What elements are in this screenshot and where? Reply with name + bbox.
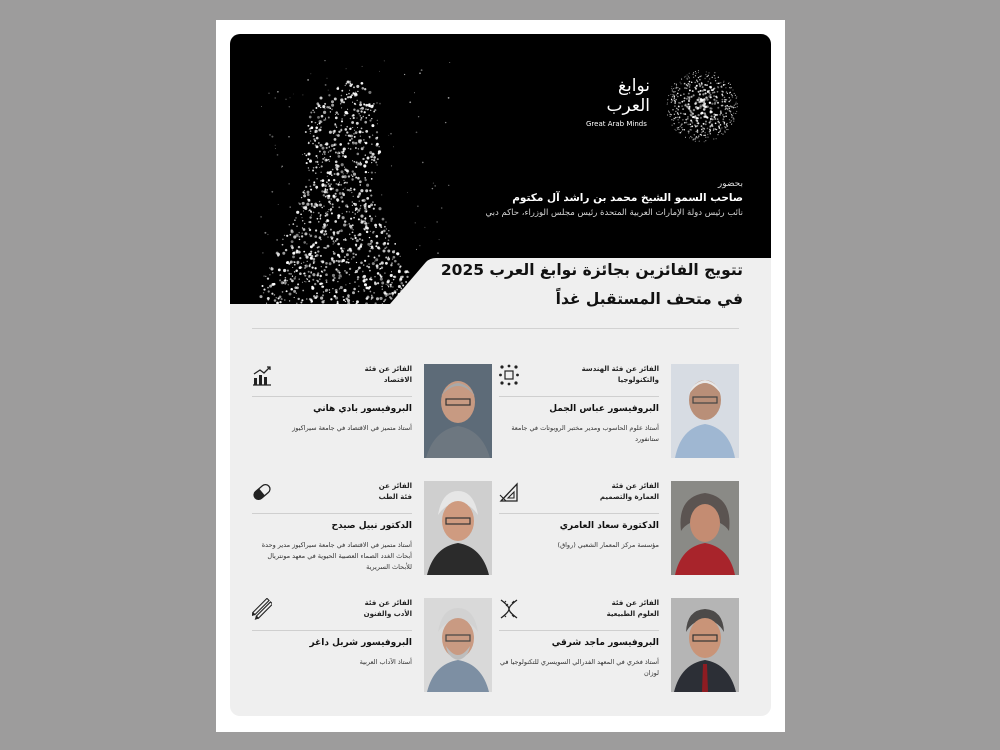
winner-info xyxy=(252,364,412,460)
winner-rule xyxy=(499,630,659,631)
winner-category-line2: العلوم الطبيعية xyxy=(606,610,659,618)
pill-icon xyxy=(252,481,272,503)
winner-description: أستاذ الآداب العربية xyxy=(359,658,412,666)
winner-rule xyxy=(252,513,412,514)
headline-line2: في متحف المستقبل غداً xyxy=(555,290,743,308)
set-square-icon xyxy=(499,481,519,503)
winner-name: البروفيسور عباس الجمل xyxy=(549,404,659,414)
winner-photo xyxy=(424,598,492,692)
winner-photo xyxy=(671,364,739,458)
portrait xyxy=(424,481,492,575)
winner-category-line2: العمارة والتصميم xyxy=(599,493,659,501)
winner-info xyxy=(499,481,659,577)
poster xyxy=(216,20,785,732)
logo-english: Great Arab Minds xyxy=(586,120,647,128)
winner-card xyxy=(499,481,739,577)
winner-photo xyxy=(424,481,492,575)
winner-description: مؤسسة مركز المعمار الشعبي (رواق) xyxy=(557,541,659,549)
winner-info xyxy=(252,481,412,577)
portrait xyxy=(671,481,739,575)
winner-photo xyxy=(424,364,492,458)
winner-description: أستاذ متميز في الاقتصاد في جامعة سيراكيوز مدير وحدة أبحاث الغدد الصماء العصبية الحيوية في معهد مونتريال للأبحاث السريرية xyxy=(261,541,412,571)
winner-rule xyxy=(499,396,659,397)
winner-category-line2: الأدب والفنون xyxy=(363,610,412,618)
winner-card xyxy=(252,481,492,577)
portrait xyxy=(424,598,492,692)
winner-category-line2: والتكنولوجيا xyxy=(617,376,659,384)
winner-category-line1: الفائز عن فئة xyxy=(611,482,659,490)
winner-category xyxy=(569,481,659,503)
logo-arabic-line2: العرب xyxy=(606,96,650,116)
winner-card xyxy=(499,598,739,694)
winner-card xyxy=(252,364,492,460)
winner-rule xyxy=(252,630,412,631)
presence-label: بحضور xyxy=(717,179,743,189)
winner-category xyxy=(322,481,412,503)
winner-info xyxy=(499,364,659,460)
portrait xyxy=(424,364,492,458)
winner-name: البروفيسور ماجد شرقي xyxy=(551,638,659,648)
winner-category xyxy=(569,364,659,386)
growth-chart-icon xyxy=(252,364,272,386)
winner-rule xyxy=(499,513,659,514)
winner-photo xyxy=(671,481,739,575)
presence-name: صاحب السمو الشيخ محمد بن راشد آل مكتوم xyxy=(512,192,743,204)
winner-category-line1: الفائز عن فئة الهندسة xyxy=(581,365,659,373)
dna-icon xyxy=(499,598,519,620)
winner-category-line1: الفائز عن xyxy=(378,482,412,490)
winner-description: أستاذ فخري في المعهد الفدرالي السويسري للتكنولوجيا في لوزان xyxy=(499,658,659,677)
winner-category-line2: الاقتصاد xyxy=(383,376,412,384)
winner-card xyxy=(252,598,492,694)
winner-category-line2: فئة الطب xyxy=(378,493,412,501)
winner-category xyxy=(322,364,412,386)
winner-description: أستاذ علوم الحاسوب ومدير مختبر الروبوتات في جامعة ستانفورد xyxy=(511,424,659,443)
logo-arabic-line1: نوابغ xyxy=(617,76,650,96)
pens-icon xyxy=(252,598,272,620)
winner-card xyxy=(499,364,739,460)
winner-category-line1: الفائز عن فئة xyxy=(364,599,412,607)
winner-name: البروفيسور شربل داغر xyxy=(309,638,412,648)
winner-description: أستاذ متميز في الاقتصاد في جامعة سيراكيوز xyxy=(292,424,412,432)
winner-photo xyxy=(671,598,739,692)
winner-category xyxy=(569,598,659,620)
poster-card xyxy=(230,34,771,716)
presence-title: نائب رئيس دولة الإمارات العربية المتحدة رئيس مجلس الوزراء، حاكم دبي xyxy=(485,208,743,218)
portrait xyxy=(671,364,739,458)
winner-info xyxy=(252,598,412,694)
portrait xyxy=(671,598,739,692)
headline xyxy=(413,256,743,314)
winner-category-line1: الفائز عن فئة xyxy=(364,365,412,373)
winner-category xyxy=(322,598,412,620)
divider xyxy=(252,328,739,329)
winner-name: الدكتورة سعاد العامري xyxy=(559,521,659,531)
winner-info xyxy=(499,598,659,694)
circuit-icon xyxy=(499,364,519,386)
winner-name: الدكتور نبيل صيدح xyxy=(331,521,412,531)
winner-category-line1: الفائز عن فئة xyxy=(611,599,659,607)
winner-rule xyxy=(252,396,412,397)
winner-name: البروفيسور بادي هاني xyxy=(313,404,412,414)
headline-line1: تتويج الفائزين بجائزة نوابغ العرب 2025 xyxy=(440,261,743,279)
